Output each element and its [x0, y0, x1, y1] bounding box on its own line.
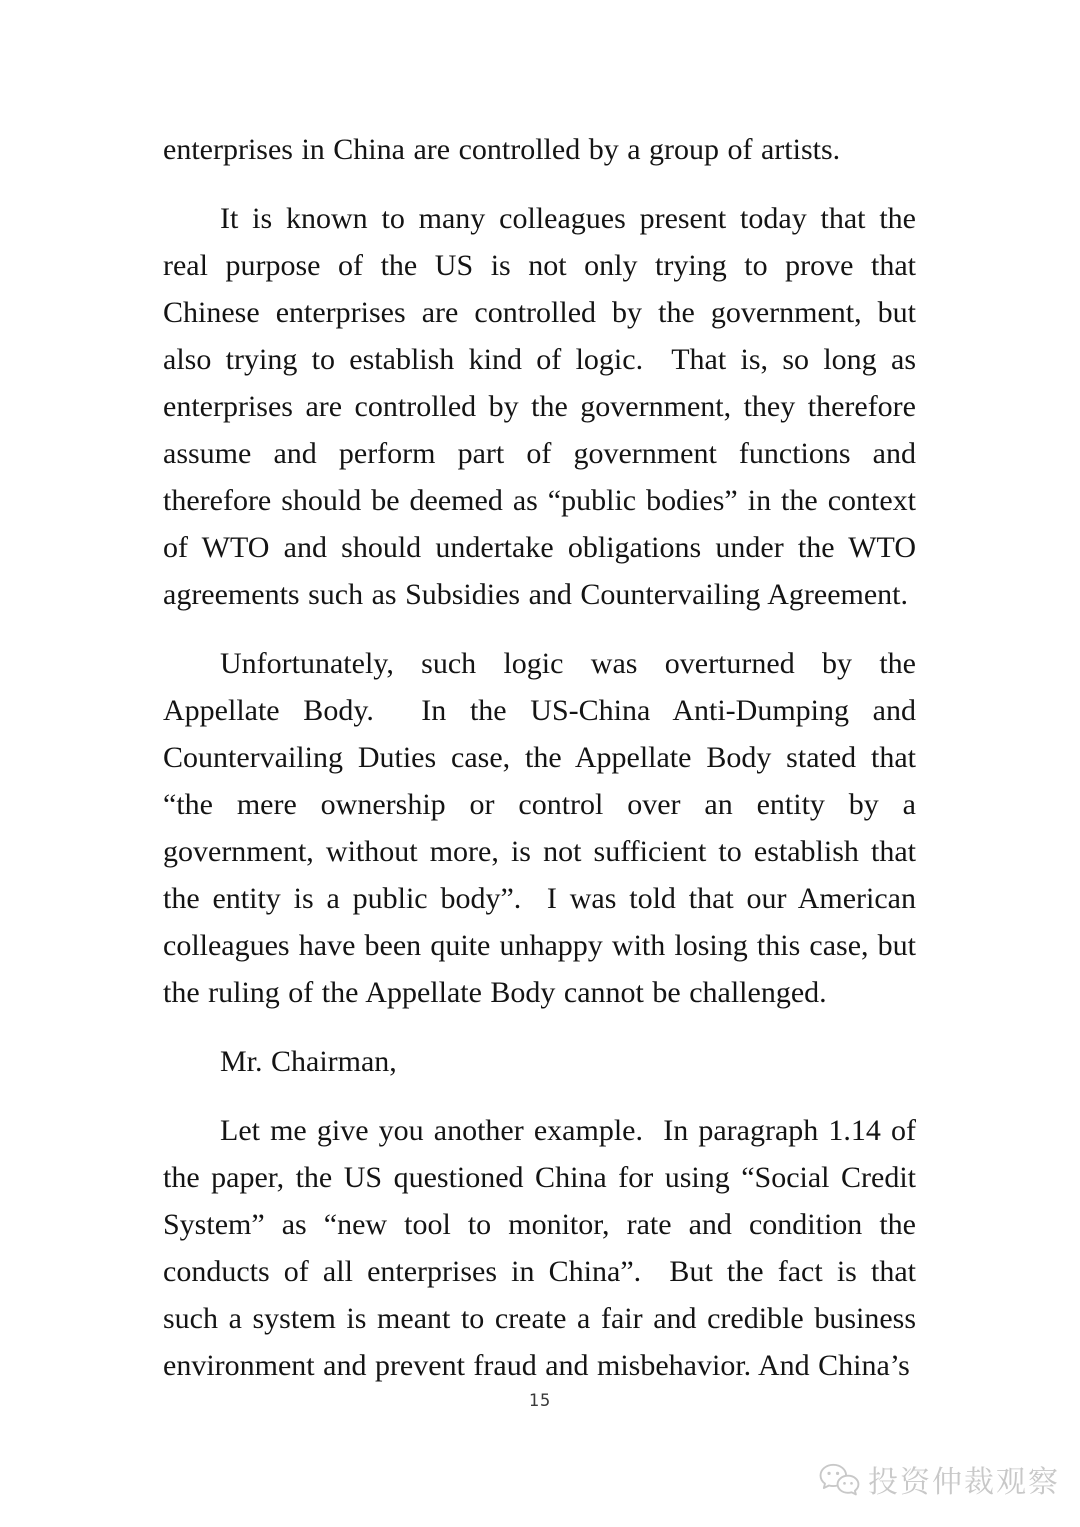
paragraph: Mr. Chairman, [220, 1045, 397, 1078]
paragraph: It is known to many colleagues present today that the real purpose of the US is not only trying to prove that Chinese enterprises are controlled by the government, but also trying to establish kind of logic. That is, so long as enterprises are controlled by the government, they therefore assume and perform part of government functions and therefore should be deemed as “public bodies” in the context of WTO and should undertake obligations under the WTO agreements such as Subsidies and Countervailing Agreement. [163, 202, 916, 611]
wechat-logo-icon [818, 1462, 860, 1503]
page-number: 15 [528, 1391, 552, 1411]
text-block [163, 0, 916, 1389]
paragraph: Let me give you another example. In paragraph 1.14 of the paper, the US questioned China for using “Social Credit System” as “new tool to monitor, rate and condition the conducts of all enterprises in China”. But the fact is that such a system is meant to create a fair and credible business environment and prevent fraud and misbehavior. And China’s [163, 1114, 916, 1382]
paragraph: enterprises in China are controlled by a group of artists. [163, 133, 841, 166]
watermark-label: 投资仲裁观察 [868, 1464, 1060, 1500]
paragraph: Unfortunately, such logic was overturned by the Appellate Body. In the US-China Anti-Dumping and Countervailing Duties case, the Appellate Body stated that “the mere ownership or control over an entity by a government, without more, is not sufficient to establish that the entity is a public body”. I was told that our American colleagues have been quite unhappy with losing this case, but the ruling of the Appellate Body cannot be challenged. [163, 647, 916, 1009]
watermark [818, 1462, 1060, 1503]
